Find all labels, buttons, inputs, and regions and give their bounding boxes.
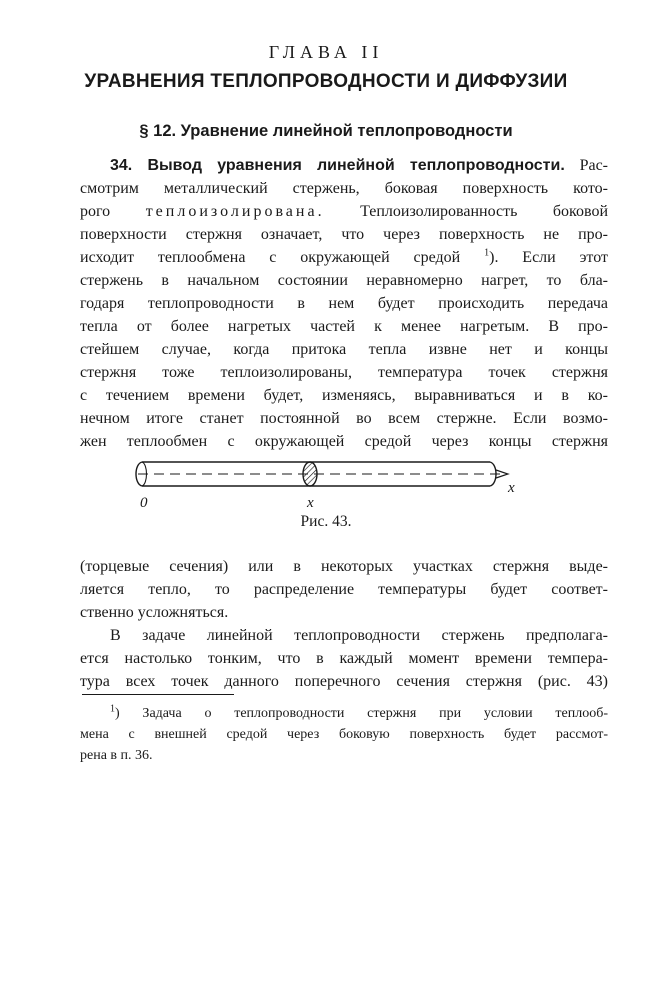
- emphasized-term: теплоизолирована.: [145, 203, 325, 220]
- text-run: ) Задача о теплопроводности стержня при условии теплооб-: [115, 706, 608, 721]
- chapter-label: ГЛАВА II: [268, 42, 384, 62]
- paragraph-line: (торцевые сечения) или в некоторых участках стержня выде-: [80, 558, 608, 575]
- paragraph-line: стейшем случае, когда притока тепла извне нет и концы: [80, 341, 608, 358]
- cross-section: [303, 462, 317, 486]
- footnote-marker: 1: [484, 247, 490, 259]
- paragraph-line: ется настолько тонким, что в каждый момент времени темпера-: [80, 650, 608, 667]
- footnote-line: мена с внешней средой через боковую поверхность будет рассмот-: [80, 727, 608, 742]
- text-run: ). Если этот: [489, 249, 608, 266]
- paragraph-line: стержень в начальном состоянии неравномерно нагрет, то бла-: [80, 272, 608, 289]
- chapter-title: УРАВНЕНИЯ ТЕПЛОПРОВОДНОСТИ И ДИФФУЗИИ: [84, 71, 568, 92]
- paragraph-line: смотрим металлический стержень, боковая поверхность кото-: [80, 180, 608, 197]
- paragraph-line: ственно усложняться.: [80, 604, 229, 621]
- paragraph-line: [110, 155, 608, 177]
- text-run: исходит теплообмена с окружающей средой: [80, 249, 485, 266]
- paragraph-line: с течением времени будет, изменяясь, выравниваться и в ко-: [80, 387, 608, 404]
- origin-label: 0: [140, 495, 148, 511]
- footnote-line: рена в п. 36.: [80, 748, 153, 763]
- paragraph-line: тепла от более нагретых частей к менее нагретым. В про-: [80, 318, 608, 335]
- paragraph-line: стержня тоже теплоизолированы, температура точек стержня: [80, 364, 608, 381]
- paragraph-line: поверхности стержня означает, что через поверхность не про-: [80, 226, 608, 243]
- subsection-heading: 34. Вывод уравнения линейной теплопроводности.: [110, 157, 565, 174]
- footnote-line: [110, 704, 608, 724]
- section-title: § 12. Уравнение линейной теплопроводности: [139, 122, 513, 140]
- paragraph-line: [80, 201, 608, 223]
- footnote-number: 1: [110, 703, 115, 715]
- axis-label: x: [508, 480, 515, 496]
- text-run: Рас-: [564, 157, 608, 174]
- paragraph-line: тура всех точек данного поперечного сечения стержня (рис. 43): [80, 673, 608, 690]
- text-run: Теплоизолированность боковой: [324, 203, 608, 220]
- footnote-rule: [82, 694, 234, 695]
- paragraph-line: нечном итоге станет постоянной во всем стержне. Если возмо-: [80, 410, 608, 427]
- paragraph-line: [80, 247, 608, 269]
- figure-caption: Рис. 43.: [300, 513, 352, 530]
- section-position-label: x: [307, 495, 314, 511]
- paragraph-line: В задаче линейной теплопроводности стержень предполага-: [110, 627, 608, 644]
- paragraph-line: жен теплообмен с окружающей средой через концы стержня: [80, 433, 608, 450]
- rod-figure: [130, 452, 530, 512]
- paragraph-line: ляется тепло, то распределение температуры будет соответ-: [80, 581, 608, 598]
- paragraph-line: годаря теплопроводности в нем будет происходить передача: [80, 295, 608, 312]
- text-run: рого: [80, 203, 146, 220]
